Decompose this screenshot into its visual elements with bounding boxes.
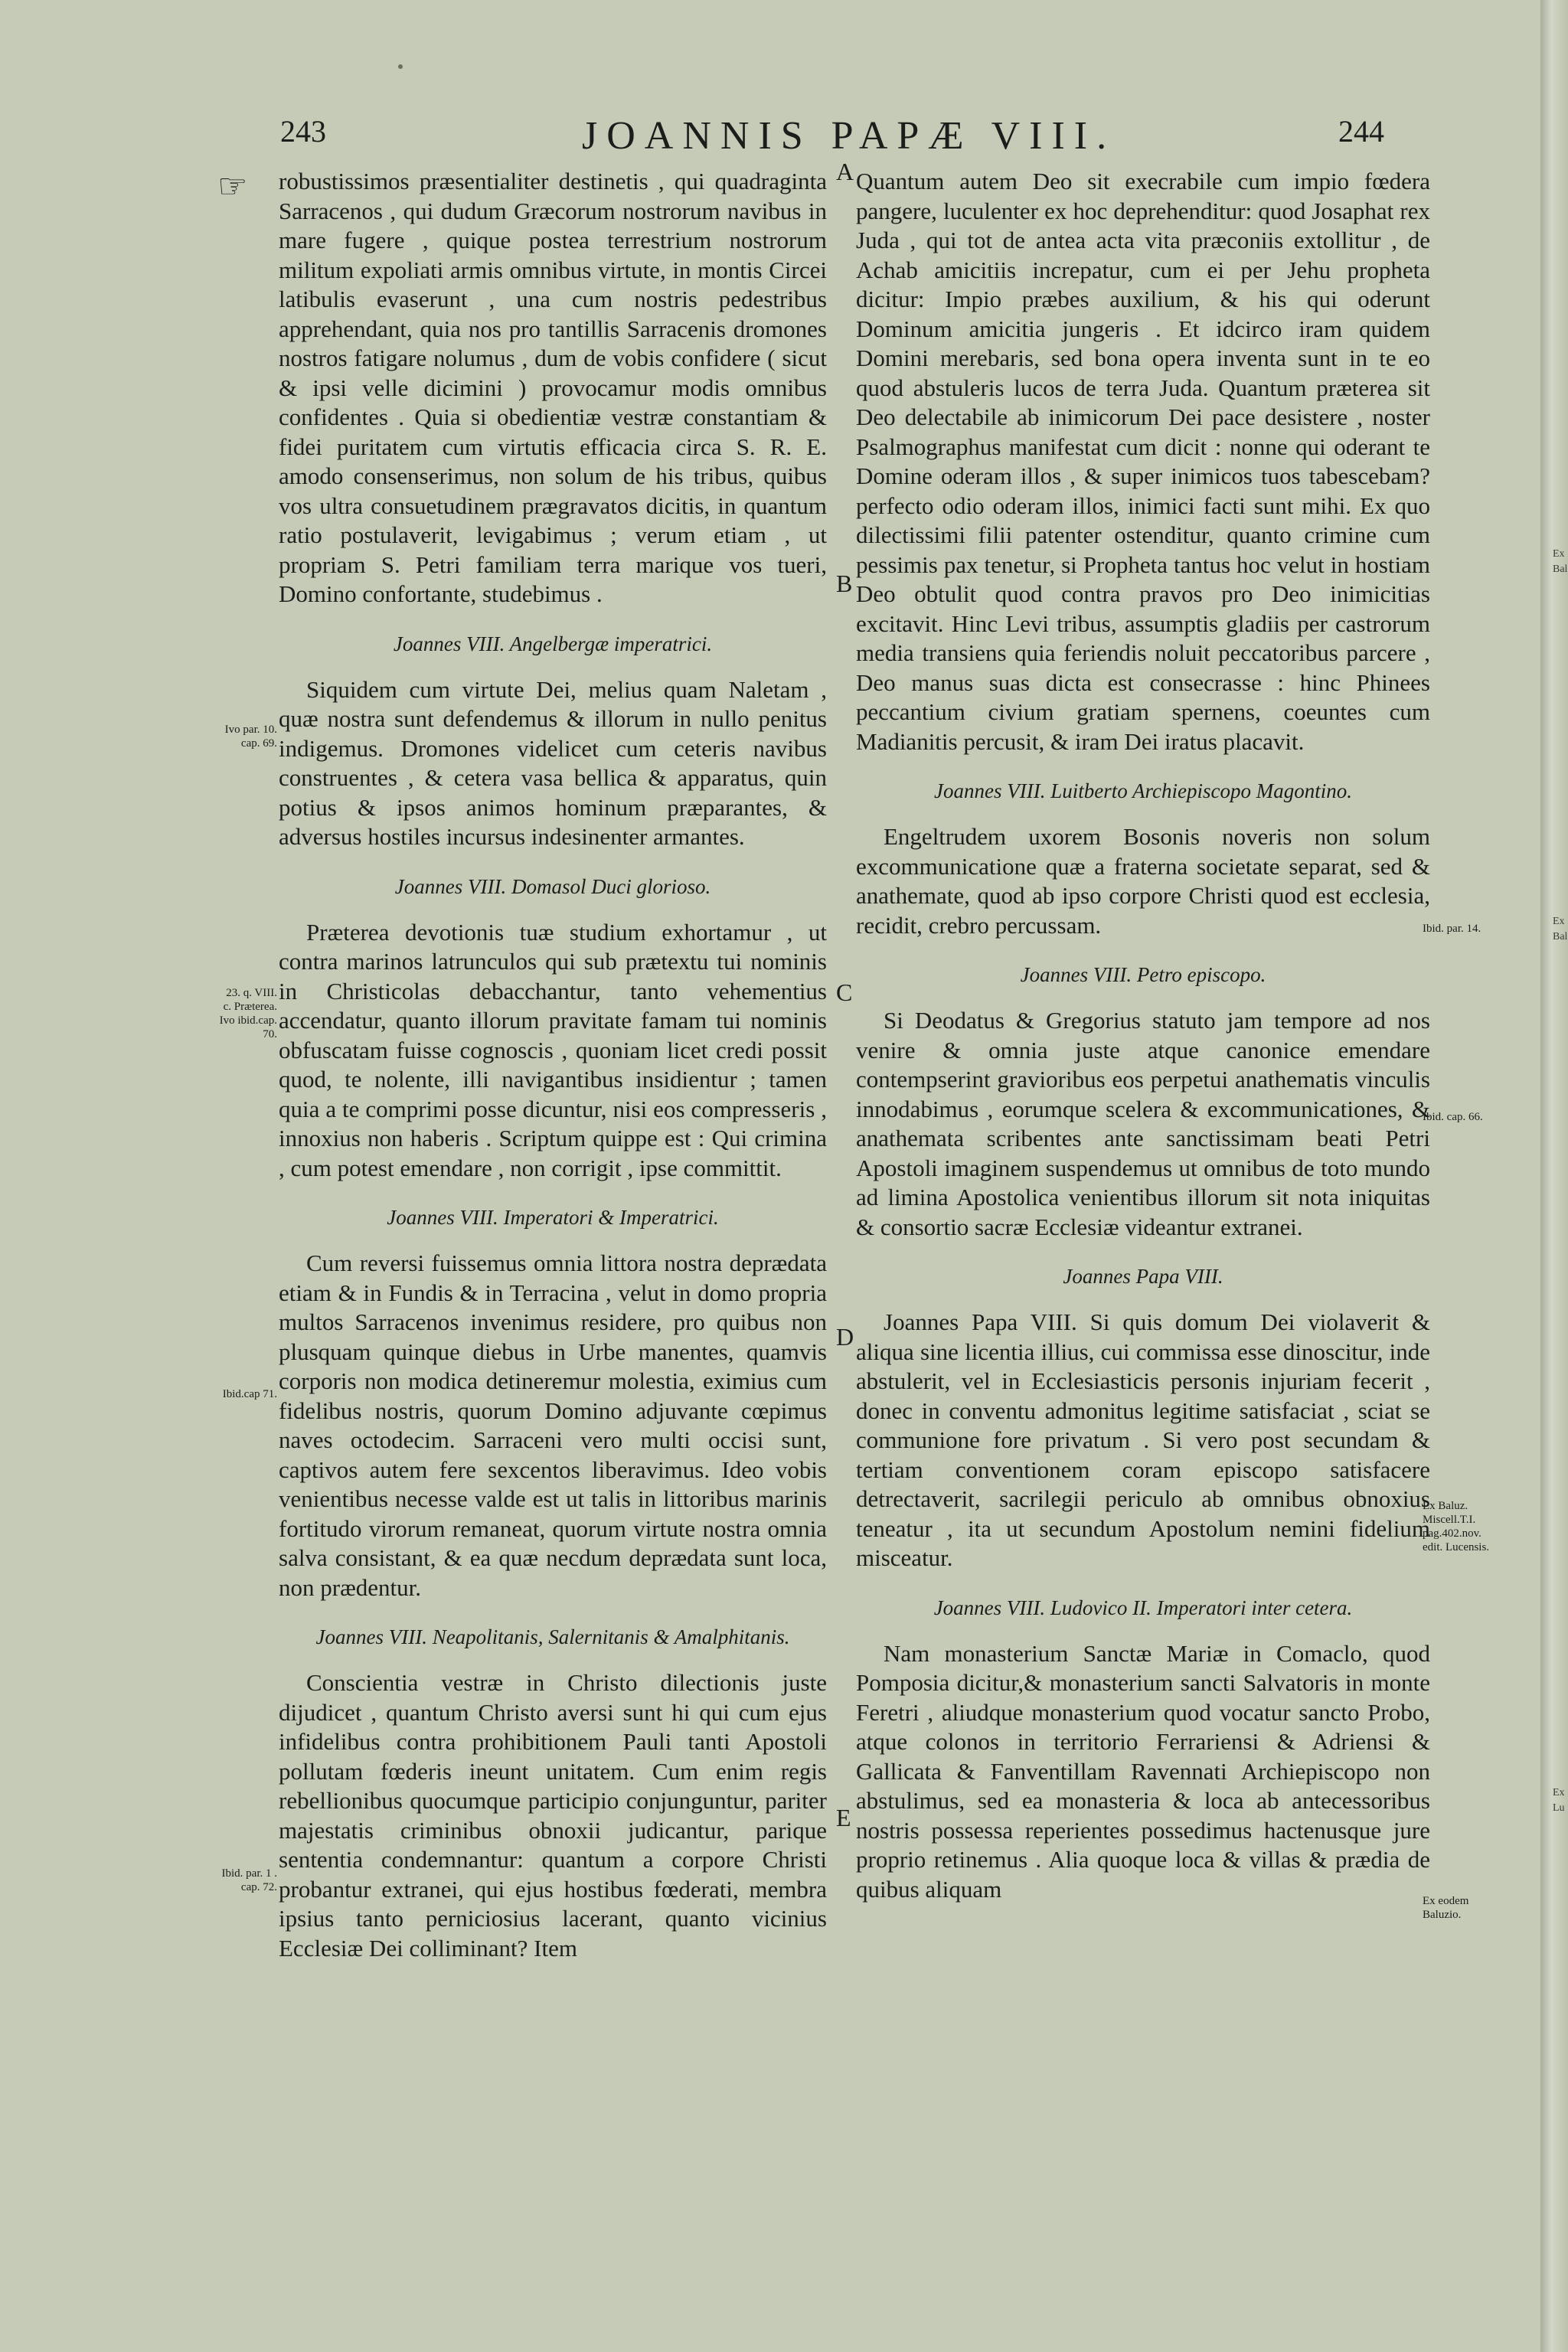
letter-heading: Joannes Papa VIII. bbox=[1063, 1265, 1223, 1288]
margin-note: Ivo par. 10. cap. 69. bbox=[224, 724, 277, 750]
letter-heading: Joannes VIII. Domasol Duci glorioso. bbox=[394, 874, 711, 898]
letter-heading: Joannes VIII. Neapolitanis, Salernitanis & Amalphitanis. bbox=[315, 1625, 790, 1648]
binding-gutter bbox=[1540, 0, 1568, 2352]
section-letter-c: C bbox=[836, 978, 853, 1006]
section-letter-e: E bbox=[836, 1804, 851, 1831]
letter-heading: Joannes VIII. Ludovico II. Imperatori inter cetera. bbox=[933, 1596, 1353, 1619]
running-title: JOANNIS PAPÆ VIII. bbox=[582, 114, 1116, 158]
letter-text: Joannes Papa VIII. Si quis domum Dei violaverit & aliqua sine licentia illius, cui commissa esse dinoscitur, inde abstulerit, vel in Ecclesiasticis personis injuriam fecerit , donec in conventu admonitus legitime satisfaciat , sciat se communione fore privatum . Si vero post secundam & tertiam conventionem coram episcopo satisfacere detrectaverit, sacrilegii periculo ab omnibus obnoxius teneatur , ita ut secundum Apostolum nemini fidelium misceatur. bbox=[856, 1308, 1430, 1571]
margin-note: Ibid. par. 14. bbox=[1423, 923, 1481, 935]
letter-text: Præterea devotionis tuæ studium exhortamur , ut contra marinos latrunculos qui sub prætextu tui nominis in Christicolas debacchantur, tanto vehementius accendatur, quanto illorum pravitate famam tui nominis obfuscatam fuisse cognoscis , quoniam licet credi possit quod, te nolente, illi navigantibus insidientur ; tamen quia a te comprimi posse dicuntur, nisi eos compresseris , innoxius non haberis . Scriptum quippe est : Qui crimina , cum potest emendare , non corrigit , ipse committit. bbox=[279, 918, 827, 1181]
right-page-number: 244 bbox=[1338, 114, 1384, 149]
letter-text: Si Deodatus & Gregorius statuto jam tempore ad nos venire & omnia juste atque canonice emendare contempserint gravioribus eos perpetui anathematis vinculis innodabimus , eorumque scelera & excommunicationes, & anathemata scribentes ante sanctissimam beati Petri Apostoli imaginem suspendemus ut omnibus de toto mundo ad limina Apostolica venientibus illorum sit nota iniquitas & consortio sacræ Ecclesiæ videantur extranei. bbox=[856, 1007, 1430, 1240]
gutter-fragment: Bal bbox=[1553, 931, 1568, 942]
right-column bbox=[856, 167, 1430, 1904]
margin-note: Ibid. cap. 66. bbox=[1423, 1111, 1483, 1123]
left-page-number: 243 bbox=[280, 114, 326, 149]
pointing-hand-icon: ☞ bbox=[217, 168, 248, 205]
left-opening-paragraph: robustissimos præsentialiter destinetis , qui quadraginta Sarracenos , qui dudum Græcorum nostrorum navibus in mare fugere , quique postea terrestrium nostrorum militum expoliati armis omnibus virtute, in montis Circei latibulis evaserunt , una cum nostris pedestribus apprehendant, quia nos pro tantillis Sarracenis dromones nostros fatigare nolumus , dum de vobis confidere ( sicut & ipsi velle dicimini ) provocamur modis omnibus confidentes . Quia si obedientiæ vestræ constantiam & fidei puritatem cum virtutis efficacia circa S. R. E. amodo consenserimus, non solum de his tribus, quibus vos ultra consuetudinem prægravatos dicitis, in quantum ratio postulaverit, levigabimus ; verum etiam , ut propriam S. Petri familiam terra marique vos tueri, Domino confortante, studebimus . bbox=[279, 168, 827, 607]
margin-note: 23. q. VIII. c. Præterea. Ivo ibid.cap. 70. bbox=[219, 987, 277, 1040]
right-opening-paragraph: Quantum autem Deo sit execrabile cum impio fœdera pangere, luculenter ex hoc deprehenditur: quod Josaphat rex Juda , qui tot de antea acta vita præconiis extollitur , de Achab amicitiis increpatur, cum ei per Jehu propheta dicitur: Impio præbes auxilium, & his qui oderunt Dominum amicitia jungeris . Et idcirco iram quidem Domini merebaris, sed bona opera inventa sunt in te eo quod abstuleris lucos de terra Juda. Quantum præterea sit Deo delectabile ab inimicorum Dei pace desistere , noster Psalmographus manifestat cum dicit : nonne qui oderant te Domine oderam illos , & super inimicos tuos tabescebam? perfecto odio oderam illos, inimici facti sunt mihi. Ex quo dilectissimi filii patenter ostenditur, quanto crimine cum pessimis pax tenetur, si Propheta tantus hoc velut in hostiam Deo obtulit quod contra pravos pro Deo inimicitias excitavit. Hinc Levi tribus, assumptis gladiis per castrorum media transiens quia feriendis noluit peccatoribus parcere , Deo manus suas dicta est consecrasse : hinc Phinees peccantium civium gratiam spernens, coeuntes cum Madianitis percusit, & iram Dei iratus placavit. bbox=[856, 168, 1430, 755]
gutter-fragment: Bal bbox=[1553, 564, 1568, 575]
section-letter-b: B bbox=[836, 570, 853, 597]
paper-speck bbox=[398, 64, 403, 69]
margin-note: Ibid.cap 71. bbox=[222, 1388, 277, 1400]
letter-text: Conscientia vestræ in Christo dilectionis juste dijudicet , quantum Christo aversi sunt hi qui cum ejus infidelibus contra prohibitionem Pauli tanti Apostoli pollutam fœderis ineunt unitatem. Cum enim regis rebellionibus quocumque participio conjunguntur, pariter majestatis criminibus obnoxii judicantur, parique sententia condemnantur: quantum a corpore Christi probantur extranei, qui ejus hostibus fœderati, membra ipsius tanto perniciosius lacerant, quanto vicinius Ecclesiæ Dei colliminant? Item bbox=[279, 1669, 827, 1962]
letter-heading: Joannes VIII. Imperatori & Imperatrici. bbox=[387, 1206, 719, 1229]
letter-heading: Joannes VIII. Angelbergæ imperatrici. bbox=[393, 632, 713, 655]
gutter-fragment: Lu bbox=[1553, 1802, 1565, 1814]
letter-text: Cum reversi fuissemus omnia littora nostra deprædata etiam & in Fundis & in Terracina , velut in domo propria multos Sarracenos invenimus residere, pro quibus non plusquam quinque diebus in Urbe manentes, quamvis corporis non modica detineremur molestia, eximius cum fidelibus nostris, quorum Domino adjuvante cœpimus naves octodecim. Sarraceni vero multi occisi sunt, captivos autem fere sexcentos liberavimus. Ideo vobis venientibus necesse valde est ut talis in littoribus marinis fortitudo virorum remaneat, quorum virtute nostra omnia salva consistant, & ea quæ necdum deprædata sunt loca, non prædentur. bbox=[279, 1250, 827, 1601]
letter-text: Siquidem cum virtute Dei, melius quam Naletam , quæ nostra sunt defendemus & illorum in nullo penitus indigemus. Dromones videlicet cum ceteris navibus construentes , & cetera vasa bellica & apparatus, quin potius & ipsos animos hominum præparantes, & adversus hostiles incursus indesinenter armantes. bbox=[279, 675, 827, 850]
margin-note: Ex eodem Baluzio. bbox=[1423, 1895, 1469, 1921]
margin-note: Ex Baluz. Miscell.T.I. pag.402.nov. edit. Lucensis. bbox=[1423, 1500, 1490, 1553]
section-letter-d: D bbox=[836, 1323, 854, 1351]
gutter-fragment: Ex bbox=[1553, 916, 1565, 927]
letter-text: Nam monasterium Sanctæ Mariæ in Comaclo, quod Pomposia dicitur,& monasterium sancti Salvatoris in monte Feretri , aliudque monasterium quod vocatur sancto Probo, atque colonos in territorio Ferrariensi & Adriensi & Gallicata & Fanventillam Ravennati Archiepiscopo non abstulimus, sed ea monasteria & loca ab antecessoribus nostris possessa reperientes possedimus hactenusque jure proprio retinemus . Alia quoque loca & villas & prædia de quibus aliquam bbox=[856, 1639, 1430, 1903]
section-letter-a: A bbox=[836, 158, 854, 185]
letter-text: Engeltrudem uxorem Bosonis noveris non solum excommunicatione quæ a fraterna societate separat, sed & anathemate, quod ab ipso corpore Christi quod est ecclesia, recidit, crebro percussam. bbox=[856, 823, 1430, 939]
left-column bbox=[279, 167, 827, 1963]
letter-heading: Joannes VIII. Petro episcopo. bbox=[1020, 963, 1266, 986]
letter-heading: Joannes VIII. Luitberto Archiepiscopo Magontino. bbox=[934, 779, 1352, 802]
gutter-fragment: Ex bbox=[1553, 548, 1565, 560]
gutter-fragment: Ex bbox=[1553, 1787, 1565, 1798]
margin-note: Ibid. par. 1 . cap. 72. bbox=[221, 1867, 277, 1893]
